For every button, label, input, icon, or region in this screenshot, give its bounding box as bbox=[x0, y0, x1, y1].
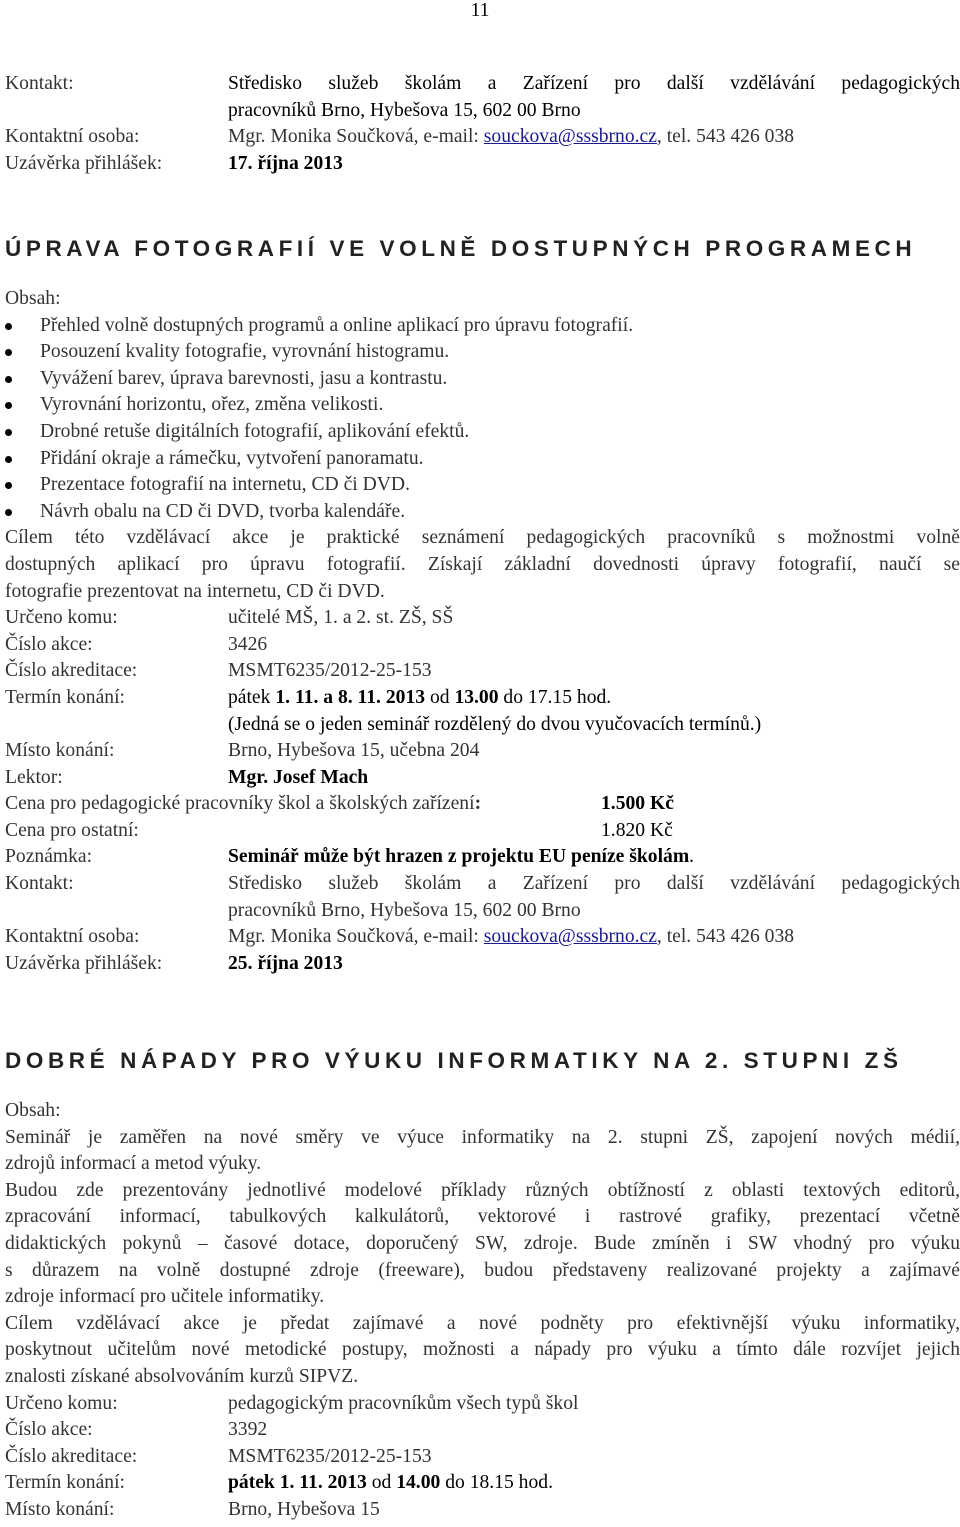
email-link[interactable]: souckova@sssbrno.cz bbox=[483, 926, 657, 948]
email-link[interactable]: souckova@sssbrno.cz bbox=[483, 126, 657, 148]
uzaverka-value: 17. října 2013 bbox=[228, 152, 343, 174]
cena-ost-row: Cena pro ostatní: 1.820 Kč bbox=[5, 819, 673, 841]
kontakt-label: Kontakt: bbox=[5, 73, 74, 94]
cislo-akce-row: Číslo akce: 3392 bbox=[5, 1419, 268, 1441]
termin-note-row bbox=[5, 712, 960, 739]
list-item: Posouzení kvality fotografie, vyrovnání histogramu. bbox=[5, 339, 960, 366]
event1-contact-block bbox=[5, 71, 960, 177]
obsah-list bbox=[5, 313, 960, 526]
kontaktni-osoba-label: Kontaktní osoba: bbox=[5, 126, 140, 148]
list-item: Přidání okraje a rámečku, vytvoření panoramatu. bbox=[5, 446, 960, 473]
event3-body bbox=[5, 1098, 960, 1524]
osoba-phone: , tel. 543 426 038 bbox=[656, 126, 795, 148]
kontakt-row bbox=[5, 71, 960, 124]
obsah-label: Obsah: bbox=[5, 1100, 61, 1121]
urceno-row: Určeno komu: učitelé MŠ, 1. a 2. st. ZŠ, SŠ bbox=[5, 607, 454, 629]
lektor-row: Lektor: Mgr. Josef Mach bbox=[5, 766, 369, 788]
cislo-akce-row: Číslo akce: 3426 bbox=[5, 633, 268, 655]
list-item: Přehled volně dostupných programů a online aplikací pro úpravu fotografií. bbox=[5, 313, 960, 340]
list-item: Vyvážení barev, úprava barevnosti, jasu a kontrastu. bbox=[5, 366, 960, 393]
cil-paragraph: Cílem této vzdělávací akce je praktické seznámení pedagogických pracovníků s možnostmi volně dostupných aplikací pro úpravu fotografií. Získají základní dovednosti úpravy fotografií, naučí se fotografie prezentovat na internetu, CD či DVD. bbox=[5, 527, 960, 602]
list-item: Prezentace fotografií na internetu, CD či DVD. bbox=[5, 472, 960, 499]
akreditace-row: Číslo akreditace: MSMT6235/2012-25-153 bbox=[5, 660, 432, 682]
misto-row: Místo konání: Brno, Hybešova 15 bbox=[5, 1498, 380, 1520]
osoba-name: Mgr. Monika Součková, e-mail: bbox=[228, 126, 484, 148]
termin-row: Termín konání: pátek 1. 11. 2013 od 14.00 do 18.15 hod. bbox=[5, 1472, 553, 1494]
kontakt-row: Kontakt: Středisko služeb školám a Zařízení pro další vzdělávání pedagogických pracovníků Brno, Hybešova 15, 602 00 Brno bbox=[5, 873, 960, 921]
list-item: Návrh obalu na CD či DVD, tvorba kalendáře. bbox=[5, 499, 960, 526]
kontakt-line-1: Středisko služeb školám a Zařízení pro další vzdělávání pedagogických bbox=[228, 73, 960, 94]
list-item: Drobné retuše digitálních fotografií, aplikování efektů. bbox=[5, 419, 960, 446]
kontaktni-osoba-row: Kontaktní osoba: Mgr. Monika Součková, e-mail: souckova@sssbrno.cz, tel. 543 426 038 bbox=[5, 926, 795, 948]
uzaverka-row bbox=[5, 151, 960, 178]
list-item: Vyrovnání horizontu, ořez, změna velikosti. bbox=[5, 392, 960, 419]
paragraph-2: Budou zde prezentovány jednotlivé modelové příklady různých obtížností z oblasti textových editorů, zpracování informací, tabulkových kalkulátorů, vektorové i rastrové grafiky, prezentací včetně didaktických pokynů – časové dotace, doporučený SW, zdroje. Bude zmíněn i SW vhodný pro výuku s důrazem na volně dostupné zdroje (freeware), budou představeny realizované projekty a zajímavé zdroje informací pro učitele informatiky. bbox=[5, 1179, 960, 1308]
termin-note: (Jedná se o jeden seminář rozdělený do dvou vyučovacích termínů.) bbox=[228, 713, 762, 735]
event2-body bbox=[5, 286, 960, 977]
event2-title: ÚPRAVA FOTOGRAFIÍ VE VOLNĚ DOSTUPNÝCH PROGRAMECH bbox=[5, 236, 917, 261]
akreditace-row: Číslo akreditace: MSMT6235/2012-25-153 bbox=[5, 1445, 432, 1467]
obsah-label: Obsah: bbox=[5, 288, 61, 309]
page-number: 11 bbox=[470, 0, 490, 21]
event3-title: DOBRÉ NÁPADY PRO VÝUKU INFORMATIKY NA 2. STUPNI ZŠ bbox=[5, 1048, 903, 1073]
paragraph-1: Seminář je zaměřen na nové směry ve výuce informatiky na 2. stupni ZŠ, zapojení nových médií, zdrojů informací a metod výuky. bbox=[5, 1126, 960, 1175]
termin-row: Termín konání: pátek 1. 11. a 8. 11. 2013 od 13.00 do 17.15 hod. bbox=[5, 686, 612, 708]
kontakt-line-2: pracovníků Brno, Hybešova 15, 602 00 Brno bbox=[228, 99, 581, 121]
kontaktni-osoba-row bbox=[5, 124, 960, 151]
uzaverka-label: Uzávěrka přihlášek: bbox=[5, 152, 163, 174]
urceno-row: Určeno komu: pedagogickým pracovníkům všech typů škol bbox=[5, 1392, 579, 1414]
misto-row: Místo konání: Brno, Hybešova 15, učebna 204 bbox=[5, 740, 480, 762]
poznamka-row: Poznámka: Seminář může být hrazen z projektu EU peníze školám. bbox=[5, 846, 695, 868]
cena-ped-row: Cena pro pedagogické pracovníky škol a školských zařízení: 1.500 Kč bbox=[5, 793, 674, 815]
uzaverka-row: Uzávěrka přihlášek: 25. října 2013 bbox=[5, 952, 343, 974]
paragraph-3: Cílem vzdělávací akce je předat zajímavé a nové podněty pro efektivnější výuku informatiky, poskytnout učitelům nové metodické postupy, možnosti a nápady pro výuku a tímto dále rozvíjet jejich znalosti získané absolvováním kurzů SIPVZ. bbox=[5, 1312, 960, 1387]
